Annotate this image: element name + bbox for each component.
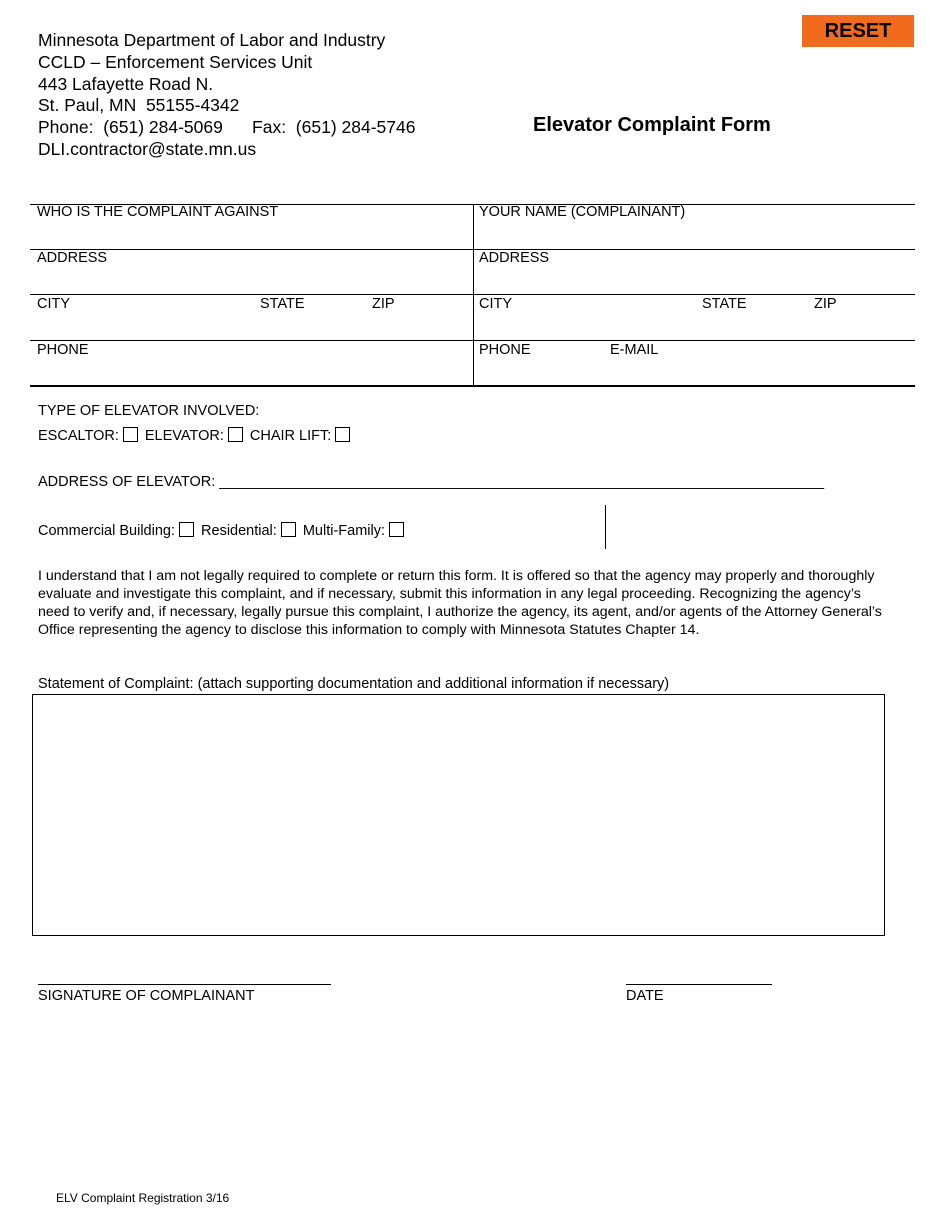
- residential-checkbox[interactable]: [281, 522, 296, 537]
- reset-button[interactable]: RESET: [802, 15, 914, 47]
- respondent-state-field[interactable]: [258, 317, 363, 337]
- agency-name: Minnesota Department of Labor and Industry: [38, 30, 386, 50]
- complaint-statement-textarea[interactable]: [32, 694, 885, 936]
- respondent-city-field[interactable]: [36, 317, 251, 337]
- chairlift-checkbox[interactable]: [335, 427, 350, 442]
- signature-line: [38, 984, 331, 985]
- complainant-email-field[interactable]: [608, 362, 910, 382]
- complainant-name-field[interactable]: [478, 226, 910, 246]
- elevator-address-label: ADDRESS OF ELEVATOR:: [38, 474, 216, 490]
- residential-label: Residential:: [201, 523, 277, 539]
- respondent-address-label: ADDRESS: [37, 250, 108, 266]
- page-title: Elevator Complaint Form: [533, 114, 771, 136]
- elevator-type-heading: TYPE OF ELEVATOR INVOLVED:: [38, 403, 260, 419]
- building-type-row: [38, 522, 407, 539]
- grid-divider: [473, 204, 474, 386]
- complainant-phone-field[interactable]: [478, 362, 603, 382]
- agency-unit: CCLD – Enforcement Services Unit: [38, 51, 313, 72]
- respondent-name-label: WHO IS THE COMPLAINT AGAINST: [37, 204, 279, 220]
- agency-address-block: [38, 30, 415, 161]
- date-field[interactable]: [626, 962, 772, 982]
- commercial-checkbox[interactable]: [179, 522, 194, 537]
- signature-field[interactable]: [38, 962, 331, 982]
- agency-phone-fax: Phone: (651) 284-5069 Fax: (651) 284-5746: [38, 117, 416, 138]
- agency-email: DLI.contractor@state.mn.us: [38, 138, 257, 159]
- complainant-state-label: STATE: [702, 296, 747, 312]
- commercial-label: Commercial Building:: [38, 523, 175, 539]
- text-cursor-divider: [605, 505, 606, 549]
- date-line: [626, 984, 772, 985]
- complainant-email-label: E-MAIL: [610, 342, 659, 358]
- date-label: DATE: [626, 988, 664, 1004]
- respondent-zip-field[interactable]: [370, 317, 468, 337]
- statement-label: Statement of Complaint: (attach supporting documentation and additional information if necessary): [38, 676, 670, 692]
- respondent-city-label: CITY: [37, 296, 71, 312]
- elevator-checkbox[interactable]: [228, 427, 243, 442]
- complainant-city-label: CITY: [479, 296, 513, 312]
- respondent-address-field[interactable]: [36, 271, 468, 291]
- complainant-name-label: YOUR NAME (COMPLAINANT): [479, 204, 686, 220]
- multifamily-label: Multi-Family:: [302, 523, 385, 539]
- respondent-state-label: STATE: [260, 296, 305, 312]
- elevator-type-row: [38, 427, 353, 444]
- complainant-state-field[interactable]: [700, 317, 805, 337]
- agency-city: St. Paul, MN 55155-4342: [38, 95, 240, 116]
- respondent-name-field[interactable]: [36, 226, 468, 246]
- complainant-zip-field[interactable]: [812, 317, 910, 337]
- elevator-label: ELEVATOR:: [144, 428, 224, 444]
- form-footer: ELV Complaint Registration 3/16: [56, 1191, 230, 1205]
- complainant-address-label: ADDRESS: [479, 250, 550, 266]
- chairlift-label: CHAIR LIFT:: [249, 428, 332, 444]
- complainant-zip-label: ZIP: [814, 296, 837, 312]
- disclosure-paragraph: I understand that I am not legally required to complete or return this form. It is offered so that the agency may properly and thoroughly evaluate and investigate this complaint, and if necessary, submit this information in any legal proceeding. Recognizing the agency’s need to verify and, if necessary, legally pursue this complaint, I authorize the agency, its agent, and/or agents of the Attorney General’s Office representing the agency to disclose this information to comply with Minnesota Statutes Chapter 14.: [38, 568, 882, 638]
- respondent-phone-field[interactable]: [36, 362, 468, 382]
- complainant-phone-label: PHONE: [479, 342, 531, 358]
- elevator-address-field[interactable]: [234, 470, 838, 490]
- agency-street: 443 Lafayette Road N.: [38, 73, 214, 94]
- respondent-phone-label: PHONE: [37, 342, 89, 358]
- escalator-label: ESCALTOR:: [38, 428, 119, 444]
- signature-label: SIGNATURE OF COMPLAINANT: [38, 988, 255, 1004]
- complainant-city-field[interactable]: [478, 317, 693, 337]
- escalator-checkbox[interactable]: [123, 427, 138, 442]
- multifamily-checkbox[interactable]: [389, 522, 404, 537]
- respondent-zip-label: ZIP: [372, 296, 395, 312]
- elevator-address-underline: ___________________________________________________________________________: [219, 474, 825, 490]
- complainant-address-field[interactable]: [478, 271, 910, 291]
